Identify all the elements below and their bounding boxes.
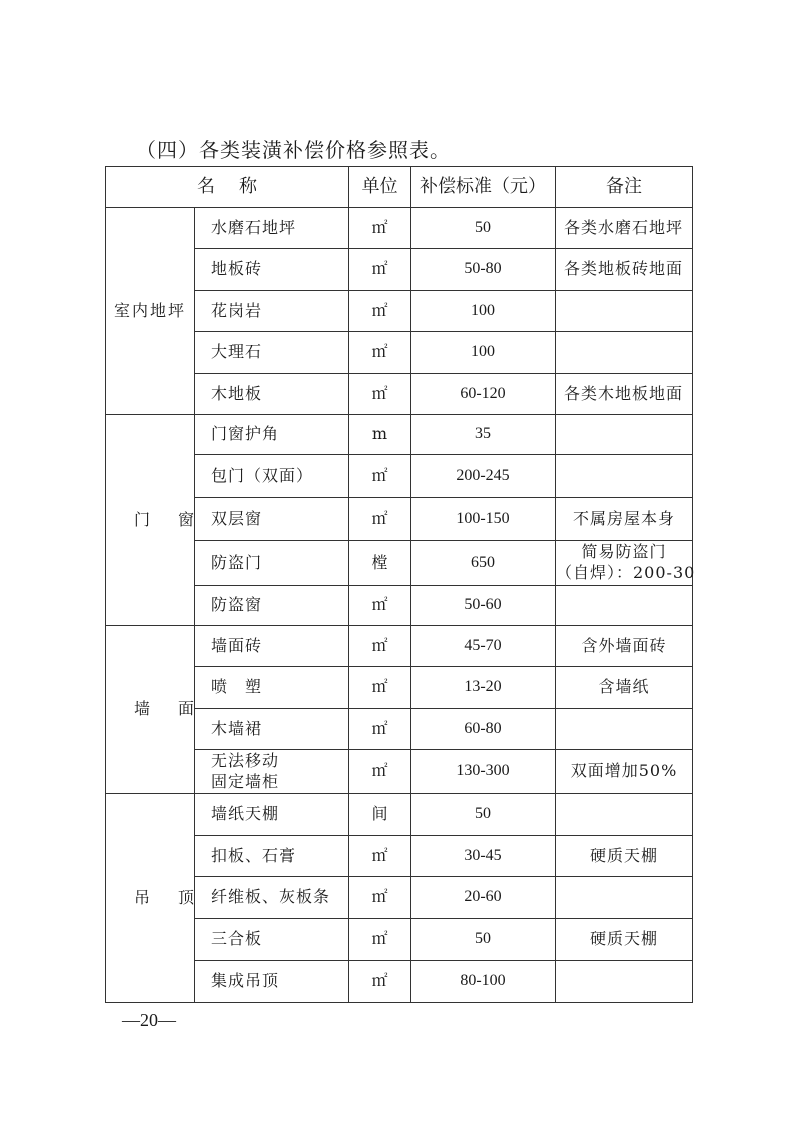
unit-cell: ㎡	[349, 498, 411, 541]
note-cell	[556, 877, 693, 919]
item-name-cell	[195, 586, 349, 626]
note-cell	[556, 415, 693, 455]
table-row	[106, 415, 693, 455]
unit-cell: ㎡	[349, 291, 411, 332]
item-name-line: 扣板、石膏	[211, 845, 297, 865]
category-cell: 墙面	[106, 626, 195, 794]
section-title: （四）各类装潢补偿价格参照表。	[136, 138, 451, 162]
item-name-line: 地板砖	[211, 259, 263, 279]
table-row	[106, 961, 693, 1003]
unit-cell: ㎡	[349, 374, 411, 415]
note-cell	[556, 961, 693, 1003]
unit-cell: ㎡	[349, 455, 411, 498]
price-cell: 35	[411, 415, 556, 455]
note-cell	[556, 667, 693, 709]
item-name-line: 包门（双面）	[211, 465, 314, 485]
note-line: （自焊）：200-30	[556, 563, 696, 582]
unit-cell: 樘	[349, 541, 411, 586]
item-name-line: 墙面砖	[211, 635, 263, 655]
note-cell	[556, 332, 693, 374]
table-row	[106, 919, 693, 961]
header-name: 名称	[106, 167, 349, 208]
note-cell	[556, 750, 693, 794]
item-name-cell	[195, 455, 349, 498]
item-name-cell	[195, 836, 349, 877]
item-name-line: 集成吊顶	[211, 971, 280, 991]
item-name-line: 墙纸天棚	[211, 804, 280, 824]
header-standard: 补偿标准（元）	[411, 167, 556, 208]
price-cell: 80-100	[411, 961, 556, 1003]
item-name-line: 纤维板、灰板条	[211, 887, 331, 907]
price-cell: 200-245	[411, 455, 556, 498]
item-name-line: 木地板	[211, 383, 263, 403]
category-cell: 门窗	[106, 415, 195, 626]
unit-cell: ㎡	[349, 961, 411, 1003]
price-cell: 60-80	[411, 709, 556, 750]
note-cell	[556, 249, 693, 291]
price-cell: 130-300	[411, 750, 556, 794]
price-cell: 650	[411, 541, 556, 586]
item-name-cell	[195, 961, 349, 1003]
item-name-cell	[195, 208, 349, 249]
item-name-line: 无法移动	[211, 750, 280, 770]
unit-cell: ㎡	[349, 626, 411, 667]
note-cell	[556, 794, 693, 836]
note-line: 各类水磨石地坪	[564, 217, 684, 237]
price-cell: 50-80	[411, 249, 556, 291]
note-line: 简易防盗门	[581, 542, 667, 562]
item-name-line: 木墙裙	[211, 718, 263, 738]
item-name-line: 喷 塑	[211, 677, 263, 697]
note-cell	[556, 374, 693, 415]
unit-cell: 间	[349, 794, 411, 836]
table-row	[106, 332, 693, 374]
note-line: 硬质天棚	[589, 845, 658, 865]
unit-cell: ㎡	[349, 208, 411, 249]
price-cell: 100	[411, 291, 556, 332]
note-cell	[556, 709, 693, 750]
page-number: —20—	[122, 1010, 176, 1030]
note-line: 含墙纸	[598, 677, 650, 697]
table-row	[106, 208, 693, 249]
item-name-cell	[195, 541, 349, 586]
table-row	[106, 750, 693, 794]
unit-cell: ㎡	[349, 249, 411, 291]
item-name-cell	[195, 794, 349, 836]
note-line: 各类木地板地面	[564, 383, 684, 403]
price-cell: 20-60	[411, 877, 556, 919]
table-row	[106, 836, 693, 877]
item-name-cell	[195, 877, 349, 919]
note-line: 各类地板砖地面	[564, 259, 684, 279]
table-row	[106, 541, 693, 586]
price-cell: 50	[411, 794, 556, 836]
price-cell: 60-120	[411, 374, 556, 415]
price-cell: 45-70	[411, 626, 556, 667]
item-name-cell	[195, 750, 349, 794]
note-line: 含外墙面砖	[581, 635, 667, 655]
price-cell: 13-20	[411, 667, 556, 709]
unit-cell: ㎡	[349, 667, 411, 709]
table-row	[106, 249, 693, 291]
item-name-line: 大理石	[211, 342, 263, 362]
compensation-price-table	[105, 166, 696, 1003]
item-name-cell	[195, 332, 349, 374]
unit-cell: ㎡	[349, 836, 411, 877]
item-name-cell	[195, 374, 349, 415]
note-cell	[556, 455, 693, 498]
unit-cell: m	[349, 415, 411, 455]
note-cell	[556, 919, 693, 961]
table-row	[106, 626, 693, 667]
item-name-cell	[195, 415, 349, 455]
note-line: 双面增加50%	[570, 761, 678, 781]
item-name-line: 花岗岩	[211, 300, 263, 320]
price-cell: 100	[411, 332, 556, 374]
note-cell	[556, 291, 693, 332]
item-name-cell	[195, 249, 349, 291]
table-row	[106, 586, 693, 626]
item-name-cell	[195, 291, 349, 332]
category-cell: 吊顶	[106, 794, 195, 1003]
item-name-line: 双层窗	[211, 508, 263, 528]
header-unit: 单位	[349, 167, 411, 208]
table-row	[106, 794, 693, 836]
unit-cell: ㎡	[349, 750, 411, 794]
unit-cell: ㎡	[349, 586, 411, 626]
unit-cell: ㎡	[349, 709, 411, 750]
item-name-cell	[195, 919, 349, 961]
unit-cell: ㎡	[349, 877, 411, 919]
price-cell: 50	[411, 919, 556, 961]
item-name-line: 三合板	[211, 929, 263, 949]
price-cell: 30-45	[411, 836, 556, 877]
item-name-line: 防盗门	[211, 552, 263, 572]
item-name-line: 门窗护角	[211, 424, 280, 444]
note-cell	[556, 498, 693, 541]
note-cell	[556, 836, 693, 877]
note-cell	[556, 541, 696, 586]
note-line: 不属房屋本身	[572, 508, 675, 528]
note-cell	[556, 586, 693, 626]
unit-cell: ㎡	[349, 332, 411, 374]
table-row	[106, 291, 693, 332]
item-name-cell	[195, 498, 349, 541]
note-cell	[556, 626, 693, 667]
item-name-line: 固定墙柜	[211, 771, 280, 791]
item-name-line: 防盗窗	[211, 595, 263, 615]
category-cell: 室内地坪	[106, 208, 195, 415]
item-name-cell	[195, 626, 349, 667]
header-note: 备注	[556, 167, 693, 208]
price-cell: 100-150	[411, 498, 556, 541]
item-name-line: 水磨石地坪	[211, 217, 297, 237]
table-row	[106, 455, 693, 498]
table-row	[106, 374, 693, 415]
unit-cell: ㎡	[349, 919, 411, 961]
note-line: 硬质天棚	[589, 929, 658, 949]
price-cell: 50	[411, 208, 556, 249]
table-body	[106, 208, 696, 1003]
table-header-row	[106, 167, 693, 208]
note-cell	[556, 208, 693, 249]
price-cell: 50-60	[411, 586, 556, 626]
